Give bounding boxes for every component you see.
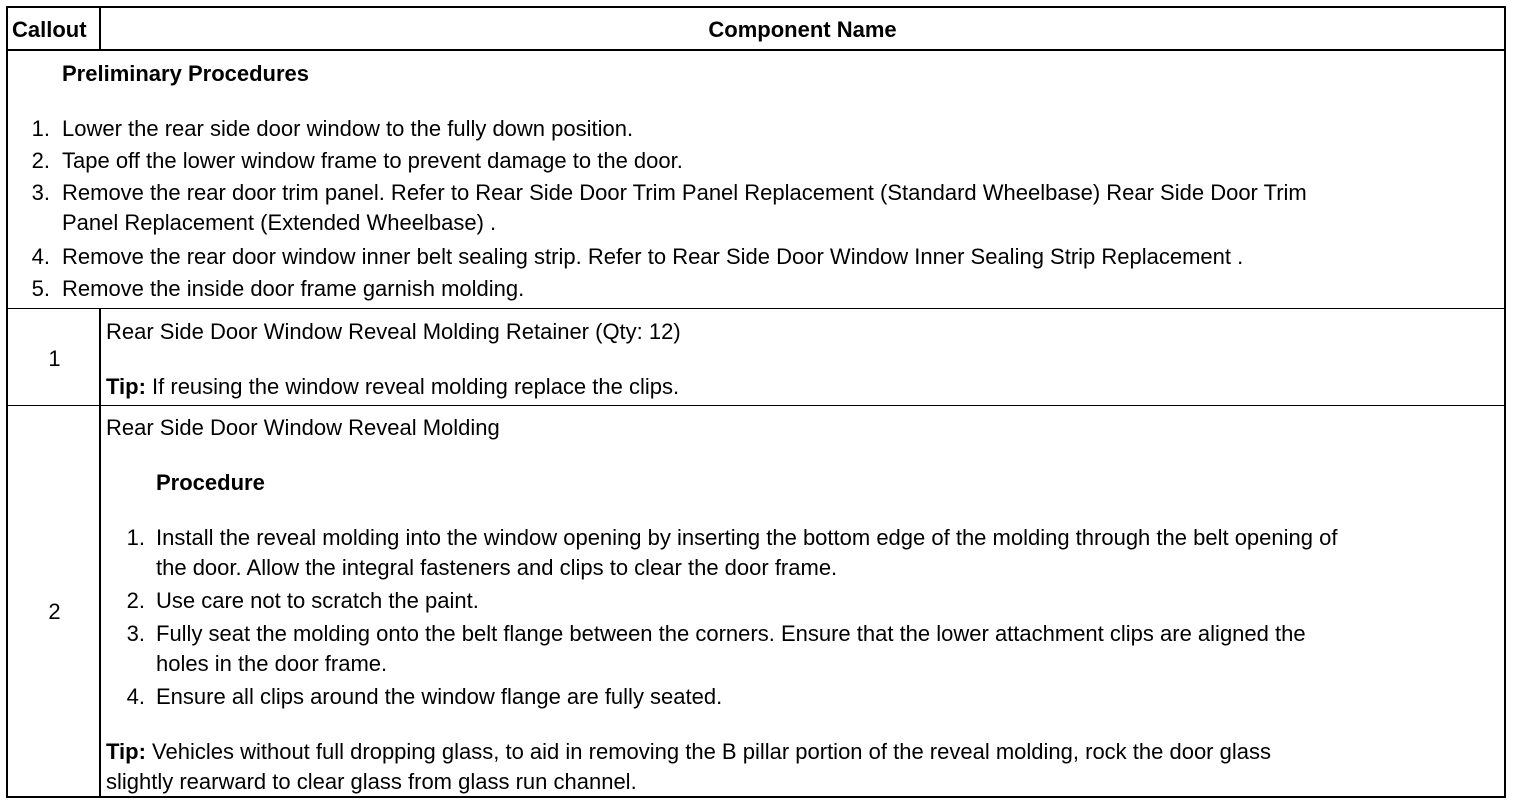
component-table (6, 6, 1506, 798)
table-header-row (8, 8, 1504, 51)
procedure-step-text: Fully seat the molding onto the belt flange between the corners. Ensure that the lower attachment clips are aligned the (156, 621, 1306, 646)
prelim-step-text: Lower the rear side door window to the fully down position. (62, 116, 634, 141)
callout-cell (8, 406, 101, 798)
tip-label: Tip: (106, 739, 146, 764)
component-name: Rear Side Door Window Reveal Molding (106, 415, 500, 440)
tip-body: Vehicles without full dropping glass, to aid in removing the B pillar portion of the reveal molding, rock the door glass (145, 739, 1271, 764)
callout-cell (8, 309, 101, 405)
tip-text-cont: slightly rearward to clear glass from glass run channel. (106, 769, 637, 794)
table-row (8, 309, 1504, 406)
procedure-step-text: Ensure all clips around the window flange are fully seated. (156, 684, 723, 709)
prelim-step-number: 1. (31, 116, 50, 141)
procedure-step-number: 1. (126, 525, 145, 550)
prelim-step-number: 3. (31, 180, 50, 205)
prelim-step-text: Tape off the lower window frame to prevent damage to the door. (62, 148, 683, 173)
header-component-name-label: Component Name (708, 17, 897, 42)
prelim-step-text: Remove the inside door frame garnish molding. (62, 276, 525, 301)
table-row (8, 406, 1504, 798)
callout-number: 2 (48, 599, 61, 624)
tip-label: Tip: (106, 374, 146, 399)
header-callout-label: Callout (12, 17, 87, 42)
prelim-step-text: Remove the rear door trim panel. Refer to Rear Side Door Trim Panel Replacement (Standard Wheelbase) Rear Side Door Trim (62, 180, 1307, 205)
header-callout-cell (8, 8, 101, 49)
prelim-step-number: 4. (31, 244, 50, 269)
prelim-step-number: 5. (31, 276, 50, 301)
component-name: Rear Side Door Window Reveal Molding Retainer (Qty: 12) (106, 319, 681, 344)
component-name-cell (101, 406, 1504, 798)
prelim-step-text: Remove the rear door window inner belt sealing strip. Refer to Rear Side Door Window Inner Sealing Strip Replacement . (62, 244, 1244, 269)
tip-text (106, 737, 1271, 767)
callout-number: 1 (48, 346, 61, 371)
header-name-cell (101, 8, 1504, 49)
procedure-step-text: Install the reveal molding into the window opening by inserting the bottom edge of the molding through the belt opening of (156, 525, 1338, 550)
tip-text (106, 372, 679, 402)
preliminary-title: Preliminary Procedures (62, 61, 310, 86)
procedure-step-text: Use care not to scratch the paint. (156, 588, 479, 613)
prelim-step-text-cont: Panel Replacement (Extended Wheelbase) . (62, 210, 497, 235)
component-name-cell (101, 309, 1504, 405)
procedure-step-text-cont: the door. Allow the integral fasteners and clips to clear the door frame. (156, 555, 838, 580)
procedure-title: Procedure (156, 470, 265, 495)
prelim-step-number: 2. (31, 148, 50, 173)
tip-body: If reusing the window reveal molding replace the clips. (145, 374, 680, 399)
preliminary-procedures-row (8, 51, 1504, 309)
procedure-step-number: 3. (126, 621, 145, 646)
procedure-step-number: 4. (126, 684, 145, 709)
procedure-step-number: 2. (126, 588, 145, 613)
procedure-step-text-cont: holes in the door frame. (156, 651, 388, 676)
